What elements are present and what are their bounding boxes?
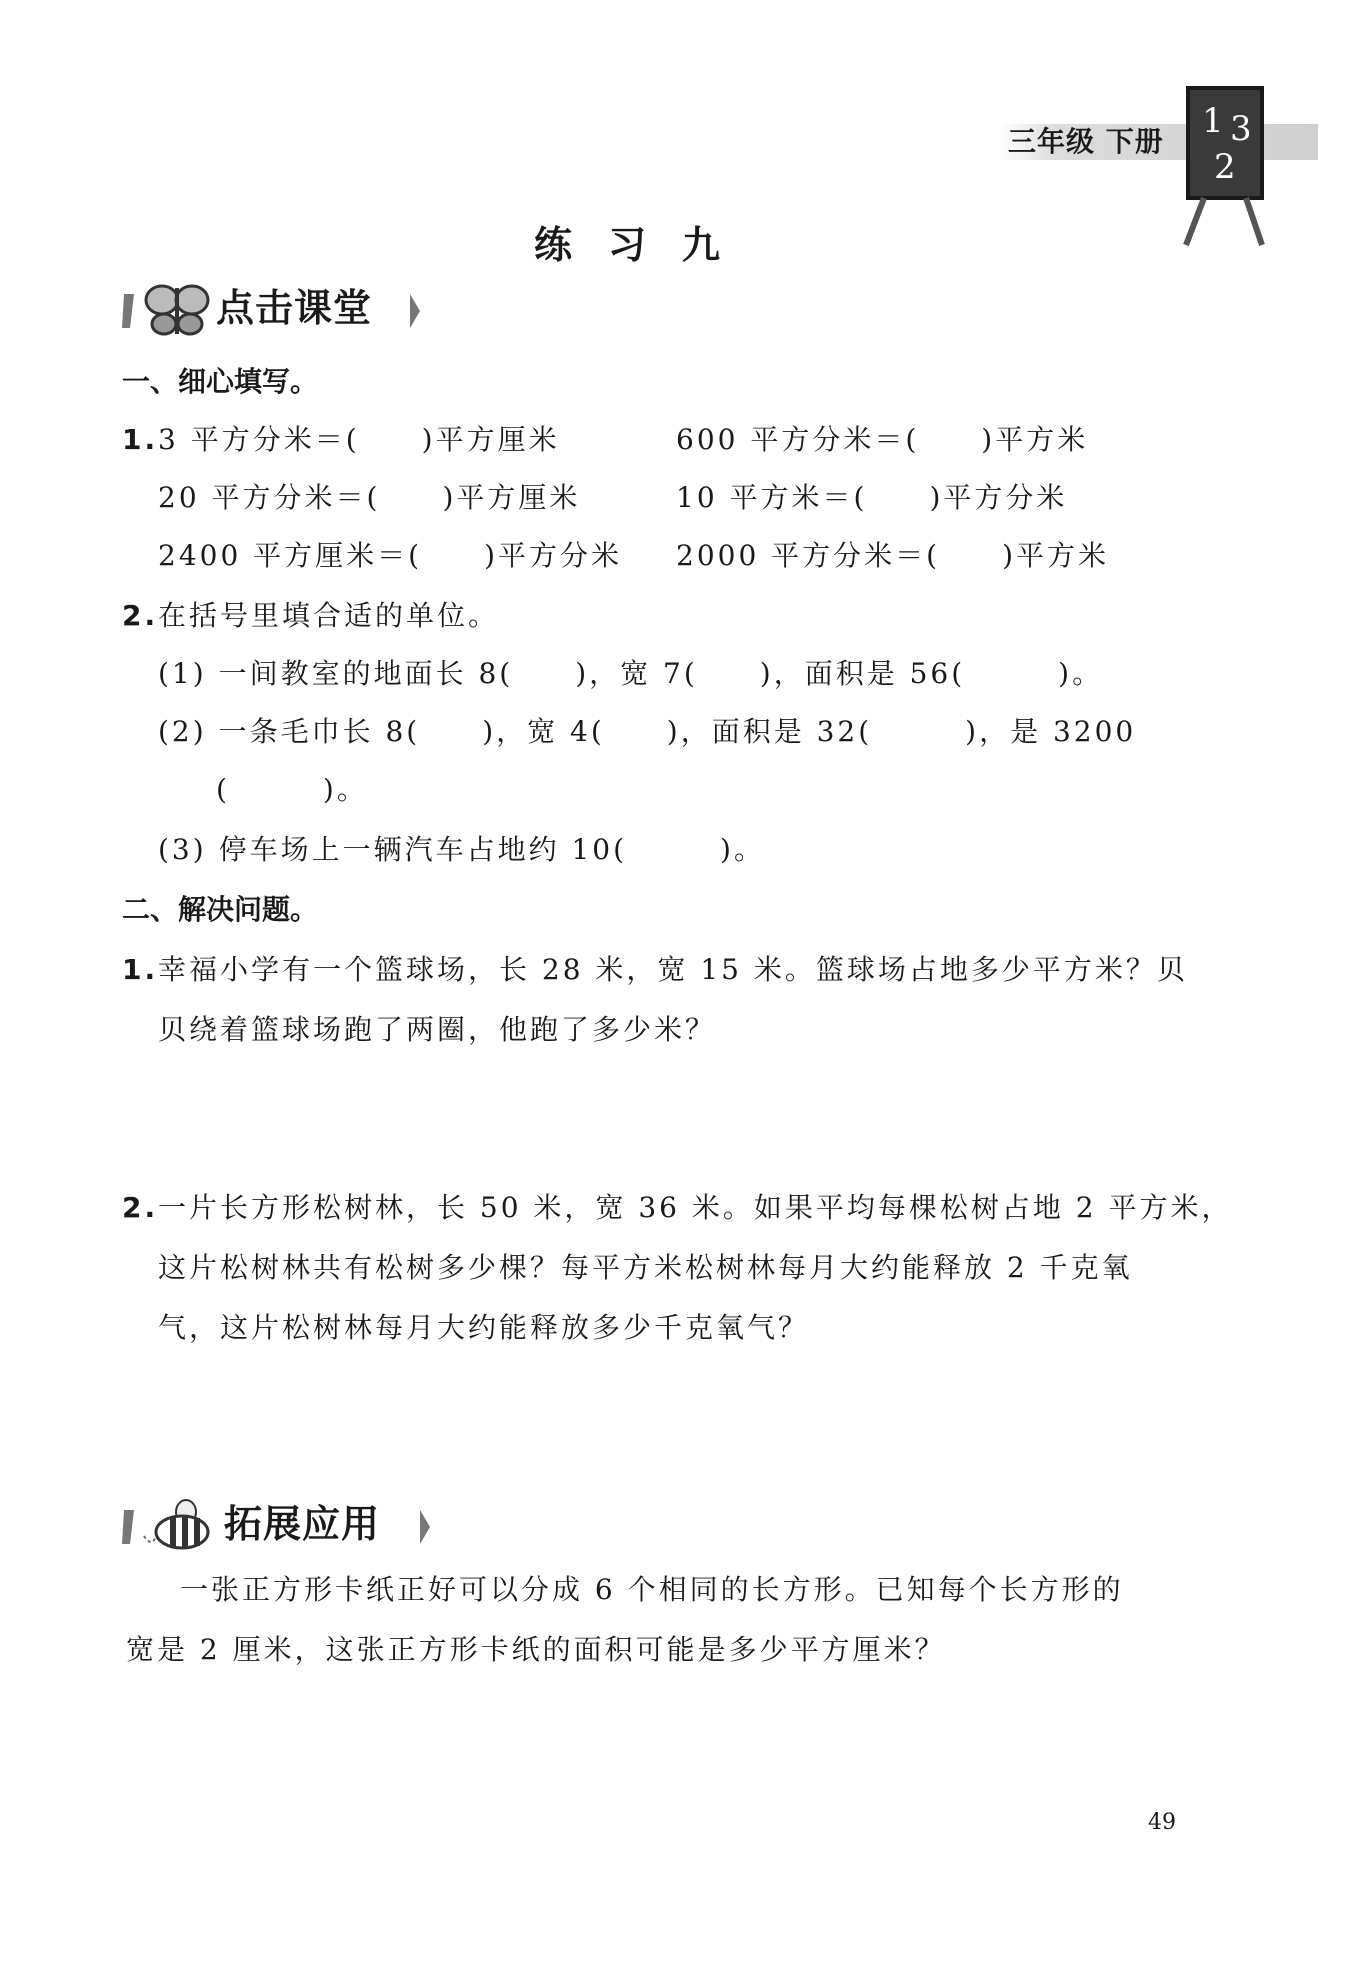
q1-row2-right: 10 平方米＝( )平方分米	[676, 481, 1068, 514]
q2-item-2: (2) 一条毛巾长 8( )，宽 4( )，面积是 32( )，是 3200	[158, 715, 1137, 748]
q2-item-1: (1) 一间教室的地面长 8( )，宽 7( )，面积是 56( )。	[158, 657, 1104, 690]
board-digit-3: 3	[1230, 109, 1252, 149]
ext-line-2: 宽是 2 厘米，这张正方形卡纸的面积可能是多少平方厘米？	[126, 1633, 946, 1666]
part2-heading: 二、解决问题。	[122, 893, 319, 926]
q1-number: 1.	[122, 423, 159, 456]
p2-q2-line-1: 一片长方形松树林，长 50 米，宽 36 米。如果平均每棵松树占地 2 平方米，	[158, 1191, 1233, 1224]
q1-row1-left: 3 平方分米＝( )平方厘米	[158, 423, 560, 456]
p2-q2-line-2: 这片松树林共有松树多少棵？每平方米松树林每月大约能释放 2 千克氧	[158, 1251, 1133, 1284]
grade-label: 三年级 下册	[1008, 125, 1164, 158]
p2-q1-line-1: 幸福小学有一个篮球场，长 28 米，宽 15 米。篮球场占地多少平方米？贝	[158, 953, 1188, 986]
p2-q1-line-2: 贝绕着篮球场跑了两圈，他跑了多少米？	[158, 1013, 717, 1046]
p2-q1-number: 1.	[122, 953, 159, 986]
q2-text: 在括号里填合适的单位。	[158, 599, 500, 632]
q2-item-2-cont: ( )。	[216, 773, 368, 806]
board-digit-2: 2	[1214, 147, 1236, 187]
page-number: 49	[1148, 1810, 1176, 1835]
section-tag-extension	[120, 1494, 430, 1558]
q2-number: 2.	[122, 599, 159, 632]
bee-icon	[142, 1496, 222, 1556]
q2-item-3: (3) 停车场上一辆汽车占地约 10( )。	[158, 833, 765, 866]
part1-heading: 一、细心填写。	[122, 365, 319, 398]
q1-row2-left: 20 平方分米＝( )平方厘米	[158, 481, 581, 514]
section-tag-label: 点击课堂	[216, 286, 373, 330]
board-digit-1: 1	[1202, 101, 1224, 141]
section-tag-label-2: 拓展应用	[224, 1502, 381, 1546]
section-tag-classroom	[120, 278, 420, 342]
ext-line-1: 一张正方形卡纸正好可以分成 6 个相同的长方形。已知每个长方形的	[180, 1573, 1124, 1606]
p2-q2-number: 2.	[122, 1191, 159, 1224]
q1-row1-right: 600 平方分米＝( )平方米	[676, 423, 1089, 456]
q1-row3-right: 2000 平方分米＝( )平方米	[676, 539, 1110, 572]
butterfly-icon	[142, 278, 212, 340]
q1-row3-left: 2400 平方厘米＝( )平方分米	[158, 539, 623, 572]
p2-q2-line-3: 气，这片松树林每月大约能释放多少千克氧气？	[158, 1311, 810, 1344]
page-title: 练习九	[533, 223, 756, 267]
